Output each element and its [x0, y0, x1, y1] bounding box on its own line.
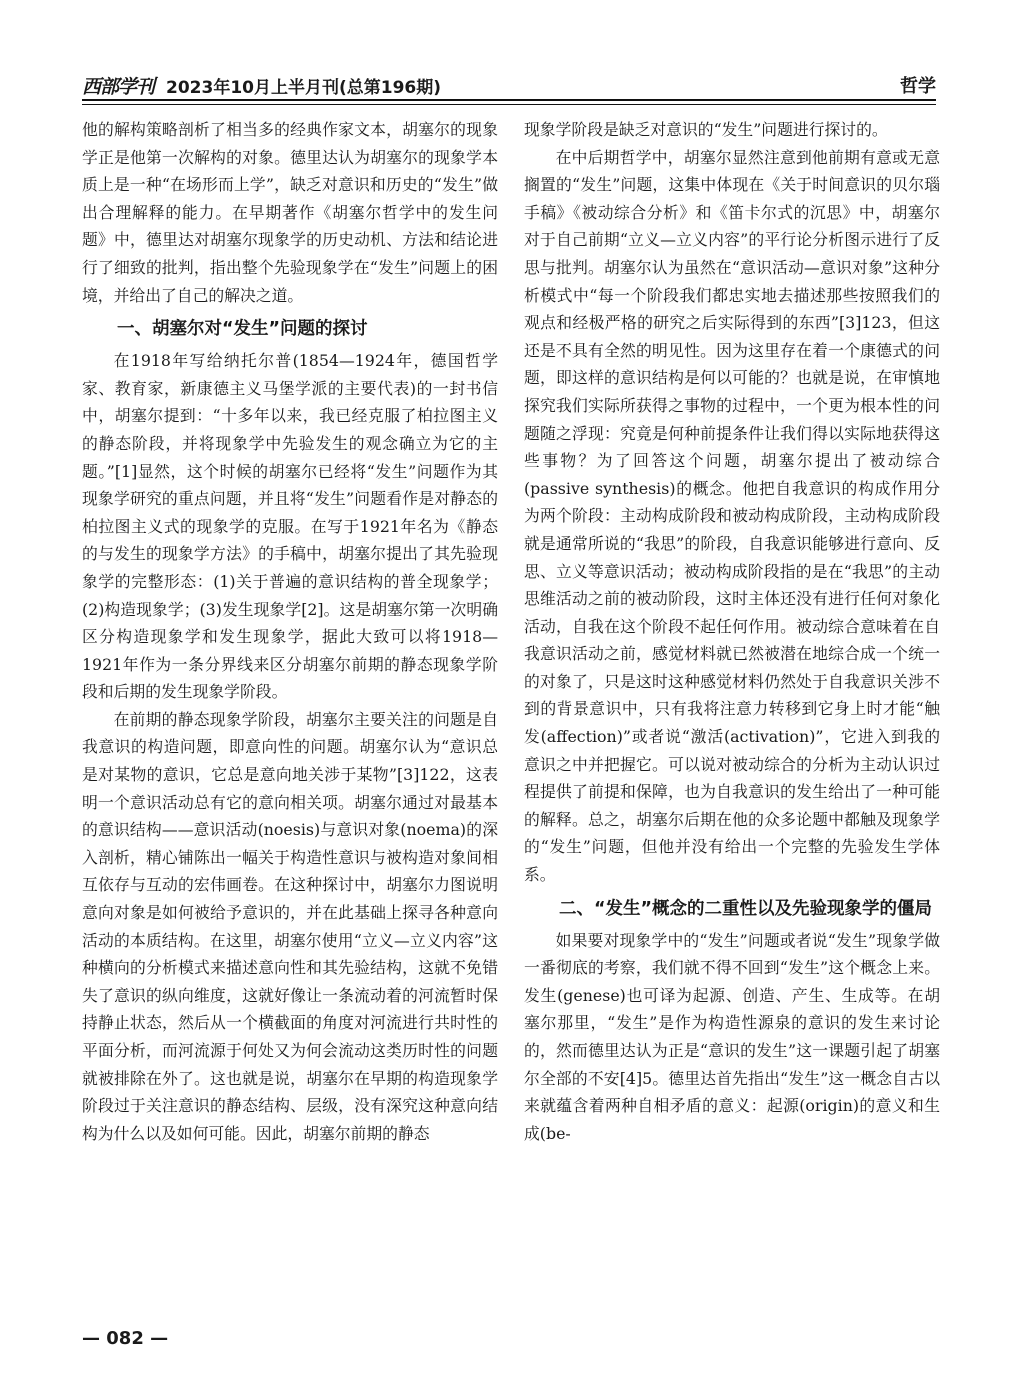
paragraph: 在前期的静态现象学阶段，胡塞尔主要关注的问题是自我意识的构造问题，即意向性的问题。胡塞尔认为“意识总是对某物的意识，它总是意向地关涉于某物”[3]122，这表明一个意识活动总有它的意向相关项。胡塞尔通过对最基本的意识结构——意识活动(noesis)与意识对象(noema)的深入剖析，精心铺陈出一幅关于构造性意识与被构造对象间相互依存与互动的宏伟画卷。在这种探讨中，胡塞尔力图说明意向对象是如何被给予意识的，并在此基础上探寻各种意向活动的本质结构。在这里，胡塞尔使用“立义—立义内容”这种横向的分析模式来描述意向性和其先验结构，这就不免错失了意识的纵向维度，这就好像让一条流动着的河流暂时保持静止状态，然后从一个横截面的角度对河流进行共时性的平面分析，而河流源于何处又为何会流动这类历时性的问题就被排除在外了。这也就是说，胡塞尔在早期的构造现象学阶段过于关注意识的静态结构、层级，没有深究这种意向结构为什么以及如何可能。因此，胡塞尔前期的静态 — [82, 709, 498, 1143]
running-header — [82, 72, 936, 98]
left-column — [82, 116, 498, 1147]
issue-label: 2023年10月上半月刊(总第196期) — [166, 78, 441, 98]
page-number: — 082 — — [82, 1328, 169, 1349]
section-heading-2: 二、“发生”概念的二重性以及先验现象学的僵局 — [559, 898, 933, 919]
header-rule-thick — [82, 99, 936, 101]
paragraph: 在中后期哲学中，胡塞尔显然注意到他前期有意或无意搁置的“发生”问题，这集中体现在《关于时间意识的贝尔瑙手稿》《被动综合分析》和《笛卡尔式的沉思》中，胡塞尔对于自己前期“立义—立义内容”的平行论分析图示进行了反思与批判。胡塞尔认为虽然在“意识活动—意识对象”这种分析模式中“每一个阶段我们都忠实地去描述那些按照我们的观点和经极严格的研究之后实际得到的东西”[3]123，但这还是不具有全然的明见性。因为这里存在着一个康德式的问题，即这样的意识结构是何以可能的？也就是说，在审慎地探究我们实际所获得之事物的过程中，一个更为根本性的问题随之浮现：究竟是何种前提条件让我们得以实际地获得这些事物？为了回答这个问题，胡塞尔提出了被动综合(passive synthesis)的概念。他把自我意识的构成作用分为两个阶段：主动构成阶段和被动构成阶段，主动构成阶段就是通常所说的“我思”的阶段，自我意识能够进行意向、反思、立义等意识活动；被动构成阶段指的是在“我思”的主动思维活动之前的被动阶段，这时主体还没有进行任何对象化活动，自我在这个阶段不起任何作用。被动综合意味着在自我意识活动之前，感觉材料就已然被潜在地综合成一个统一的对象了，只是这时这种感觉材料仍然处于自我意识关涉不到的背景意识中，只有我将注意力转移到它身上时才能“触发(affection)”或者说“激活(activation)”，它进入到我的意识之中并把握它。可以说对被动综合的分析为主动认识过程提供了前提和保障，也为自我意识的发生给出了一种可能的解释。总之，胡塞尔后期在他的众多论题中都触及现象学的“发生”问题，但他并没有给出一个完整的先验发生学体系。 — [524, 147, 940, 885]
paragraph: 如果要对现象学中的“发生”问题或者说“发生”现象学做一番彻底的考察，我们就不得不回到“发生”这个概念上来。发生(genese)也可译为起源、创造、产生、生成等。在胡塞尔那里，“发生”是作为构造性源泉的意识的发生来讨论的，然而德里达认为正是“意识的发生”这一课题引起了胡塞尔全部的不安[4]5。德里达首先指出“发生”这一概念自古以来就蕴含着两种自相矛盾的意义：起源(origin)的意义和生成(be- — [524, 930, 940, 1143]
journal-logo: 西部学刊 — [82, 76, 155, 98]
paragraph: 他的解构策略剖析了相当多的经典作家文本，胡塞尔的现象学正是他第一次解构的对象。德里达认为胡塞尔的现象学本质上是一种“在场形而上学”，缺乏对意识和历史的“发生”做出合理解释的能力。在早期著作《胡塞尔哲学中的发生问题》中，德里达对胡塞尔现象学的历史动机、方法和结论进行了细致的批判，指出整个先验现象学在“发生”问题上的困境，并给出了自己的解决之道。 — [82, 120, 498, 305]
paragraph: 在1918年写给纳托尔普(1854—1924年，德国哲学家、教育家，新康德主义马堡学派的主要代表)的一封书信中，胡塞尔提到：“十多年以来，我已经克服了柏拉图主义的静态阶段，并将现象学中先验发生的观念确立为它的主题。”[1]显然，这个时候的胡塞尔已经将“发生”问题作为其现象学研究的重点问题，并且将“发生”问题看作是对静态的柏拉图主义式的现象学的克服。在写于1921年名为《静态的与发生的现象学方法》的手稿中，胡塞尔提出了其先验现象学的完整形态：(1)关于普遍的意识结构的普全现象学；(2)构造现象学；(3)发生现象学[2]。这是胡塞尔第一次明确区分构造现象学和发生现象学，据此大致可以将1918—1921年作为一条分界线来区分胡塞尔前期的静态现象学阶段和后期的发生现象学阶段。 — [82, 351, 498, 702]
paragraph: 现象学阶段是缺乏对意识的“发生”问题进行探讨的。 — [524, 120, 888, 139]
header-rule-thin — [82, 104, 936, 105]
right-column — [524, 116, 940, 1147]
section-heading-1: 一、胡塞尔对“发生”问题的探讨 — [117, 319, 368, 340]
section-label: 哲学 — [900, 76, 936, 97]
